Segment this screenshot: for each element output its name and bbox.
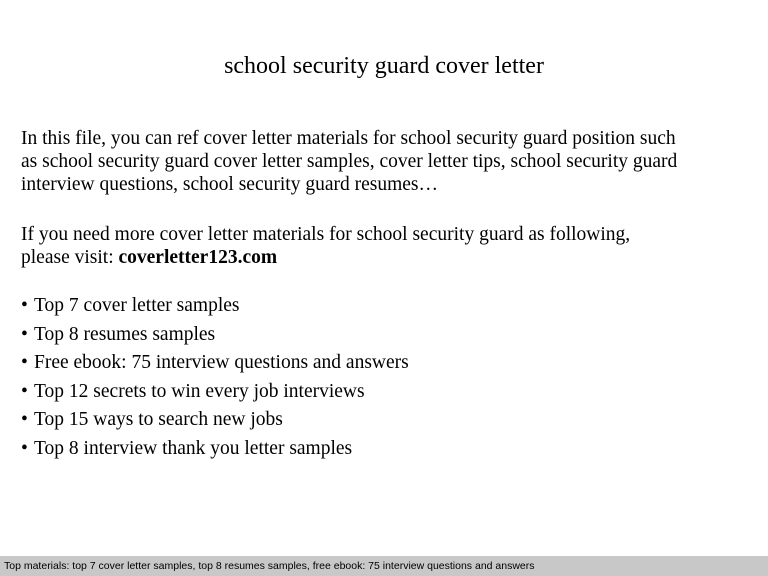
intro-line: as school security guard cover letter samples, cover letter tips, school security guard (21, 151, 678, 172)
list-item-label: Free ebook: 75 interview questions and answers (34, 352, 409, 373)
website-link[interactable]: coverletter123.com (118, 247, 278, 268)
bullet-icon: • (21, 409, 28, 430)
intro-line: interview questions, school security guard resumes… (21, 174, 438, 195)
visit-prefix: please visit: (21, 247, 119, 268)
list-item-label: Top 8 resumes samples (34, 323, 216, 345)
bullet-icon: • (21, 380, 28, 402)
list-item (21, 406, 409, 435)
visit-line-2 (21, 246, 751, 269)
list-item-label: Top 8 interview thank you letter samples (34, 437, 353, 459)
list-item-label: Top 12 secrets to win every job interviews (34, 380, 365, 402)
page-title: school security guard cover letter (224, 53, 544, 79)
footer-text: Top materials: top 7 cover letter samples, top 8 resumes samples, free ebook: 75 interview questions and answers (4, 560, 535, 572)
bullet-icon: • (21, 295, 28, 316)
footer-bar (0, 556, 768, 576)
bullet-icon: • (21, 437, 28, 459)
list-item (21, 349, 409, 378)
intro-line: In this file, you can ref cover letter materials for school security guard position such (21, 128, 676, 149)
visit-paragraph (21, 223, 751, 269)
list-item-label: Top 7 cover letter samples (34, 295, 240, 316)
intro-paragraph (21, 127, 751, 196)
bullet-icon: • (21, 352, 28, 373)
list-item-label: Top 15 ways to search new jobs (34, 409, 283, 430)
materials-list (21, 292, 409, 463)
bullet-icon: • (21, 323, 28, 345)
list-item (21, 435, 409, 464)
visit-line: If you need more cover letter materials for school security guard as following, (21, 224, 631, 245)
list-item (21, 292, 409, 321)
list-item (21, 321, 409, 350)
list-item (21, 378, 409, 407)
